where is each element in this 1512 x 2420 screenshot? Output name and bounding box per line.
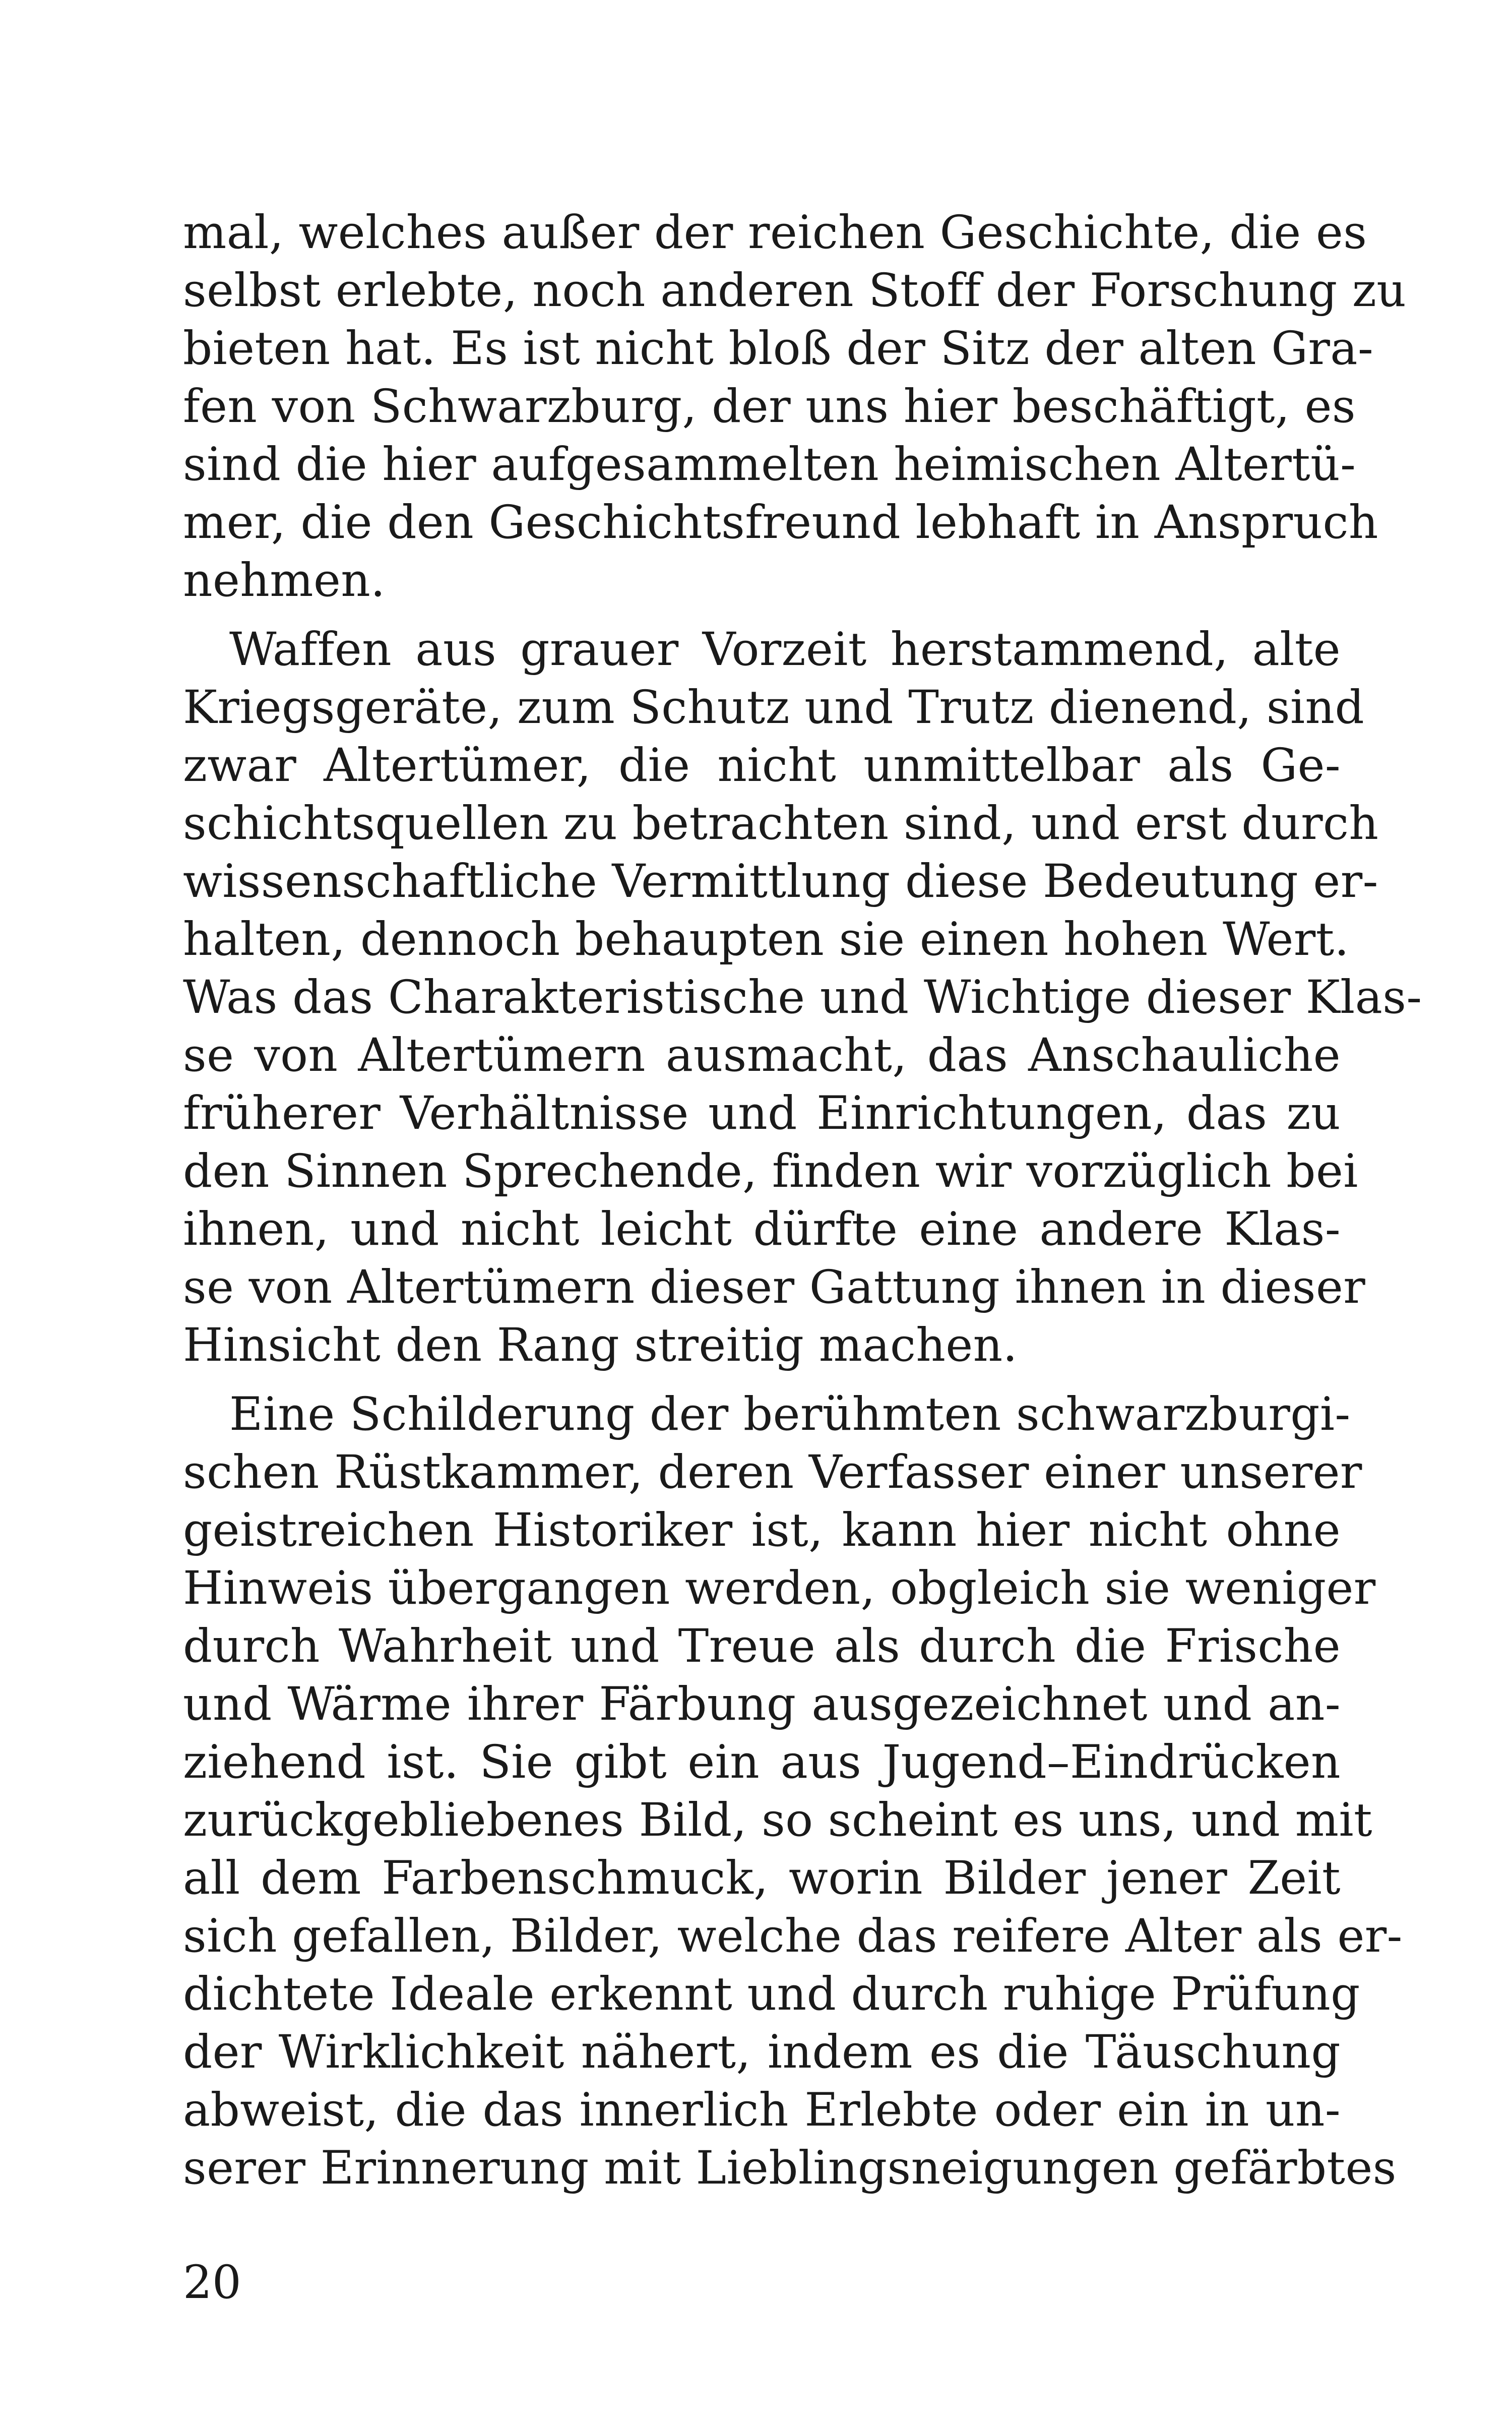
text-line: mer, die den Geschichtsfreund lebhaft in Anspruch xyxy=(183,496,1378,549)
text-line: halten, dennoch behaupten sie einen hohen Wert. xyxy=(183,913,1349,966)
text-line: wissenschaftliche Vermittlung diese Bedeutung er- xyxy=(183,855,1378,908)
text-line: früherer Verhältnisse und Einrichtungen, das zu xyxy=(183,1087,1341,1140)
text-line: den Sinnen Sprechende, finden wir vorzüglich bei xyxy=(183,1145,1358,1198)
text-line: dichtete Ideale erkennt und durch ruhige Prüfung xyxy=(183,1968,1360,2021)
text-line: Waffen aus grauer Vorzeit herstammend, alte xyxy=(229,623,1341,676)
text-line: ihnen, und nicht leicht dürfte eine andere Klas- xyxy=(183,1203,1341,1256)
text-line: abweist, die das innerlich Erlebte oder ein in un- xyxy=(183,2084,1341,2137)
text-line: Kriegsgeräte, zum Schutz und Trutz dienend, sind xyxy=(183,681,1365,734)
text-line: Hinsicht den Rang streitig machen. xyxy=(183,1319,1018,1372)
text-line: bieten hat. Es ist nicht bloß der Sitz der alten Gra- xyxy=(183,322,1374,375)
text-line: zurückgebliebenes Bild, so scheint es uns, und mit xyxy=(183,1794,1372,1847)
text-line: Was das Charakteristische und Wichtige dieser Klas- xyxy=(183,971,1422,1024)
text-line: schichtsquellen zu betrachten sind, und erst durch xyxy=(183,797,1379,850)
paragraph-2 xyxy=(183,621,1422,1374)
text-line: geistreichen Historiker ist, kann hier nicht ohne xyxy=(183,1504,1341,1557)
text-line: der Wirklichkeit nähert, indem es die Täuschung xyxy=(183,2026,1341,2079)
paragraph-1 xyxy=(183,204,1407,610)
text-line: Eine Schilderung der berühmten schwarzburgi- xyxy=(229,1388,1351,1441)
text-line: Hinweis übergangen werden, obgleich sie weniger xyxy=(183,1562,1376,1615)
text-line: sind die hier aufgesammelten heimischen Altertü- xyxy=(183,438,1356,491)
text-line: selbst erlebte, noch anderen Stoff der Forschung zu xyxy=(183,264,1407,317)
text-line: und Wärme ihrer Färbung ausgezeichnet und an- xyxy=(183,1678,1341,1731)
text-line: all dem Farbenschmuck, worin Bilder jener Zeit xyxy=(183,1852,1341,1905)
text-line: ziehend ist. Sie gibt ein aus Jugend–Eindrücken xyxy=(183,1736,1341,1789)
text-line: mal, welches außer der reichen Geschichte, die es xyxy=(183,206,1367,259)
text-line: serer Erinnerung mit Lieblingsneigungen gefärbtes xyxy=(183,2142,1397,2195)
page-number: 20 xyxy=(183,2256,241,2309)
text-line: nehmen. xyxy=(183,554,386,607)
text-line: se von Altertümern ausmacht, das Anschauliche xyxy=(183,1029,1341,1082)
text-line: se von Altertümern dieser Gattung ihnen in dieser xyxy=(183,1261,1366,1314)
body-text xyxy=(183,204,1422,2197)
paragraph-3 xyxy=(183,1385,1403,2197)
text-line: durch Wahrheit und Treue als durch die Frische xyxy=(183,1620,1341,1673)
text-line: sich gefallen, Bilder, welche das reifere Alter als er- xyxy=(183,1910,1403,1963)
text-line: zwar Altertümer, die nicht unmittelbar als Ge- xyxy=(183,739,1341,792)
text-line: schen Rüstkammer, deren Verfasser einer unserer xyxy=(183,1446,1362,1499)
text-line: fen von Schwarzburg, der uns hier beschäftigt, es xyxy=(183,380,1356,433)
